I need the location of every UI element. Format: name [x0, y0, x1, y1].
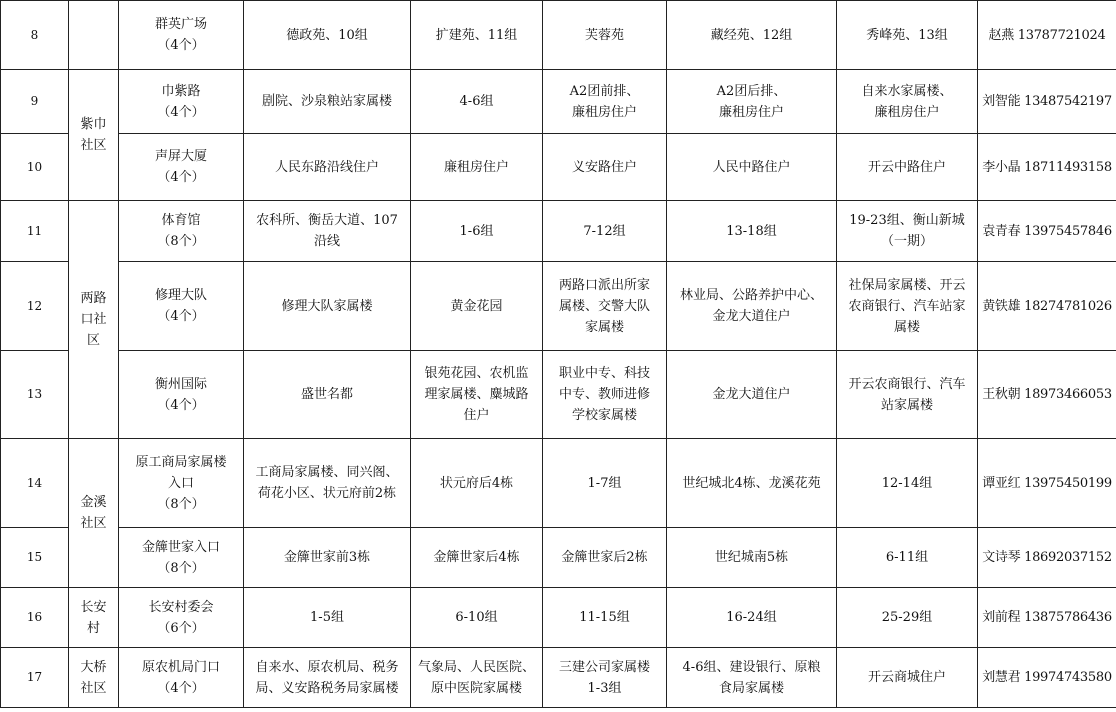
cell-line: 紫巾 [80, 117, 107, 132]
row-number: 10 [1, 134, 69, 201]
cell-line: 荷花小区、状元府前2栋 [257, 486, 397, 501]
cell-line: 开云商城住户 [867, 670, 946, 685]
cell-line: 村 [86, 620, 100, 636]
area-cell-c3 [543, 134, 667, 201]
cell-line: 区 [86, 333, 100, 348]
area-cell-c2 [411, 134, 543, 201]
cell-line: 廉租房住户 [443, 159, 509, 175]
cell-line: 长安 [80, 599, 107, 615]
cell-line: 口社 [80, 312, 107, 327]
area-cell-c3 [543, 201, 667, 262]
table-row [1, 351, 1116, 439]
cell-line: 秀峰苑、13组 [866, 27, 948, 43]
cell-line: 气象局、人民医院、 [417, 659, 535, 675]
community-cell [69, 648, 119, 708]
cell-line: A2团后排、 [716, 83, 787, 99]
cell-line: （6个） [157, 620, 205, 636]
area-cell-c3 [543, 648, 667, 708]
cell-line: 三建公司家属楼 [558, 659, 650, 675]
area-cell-c4 [667, 70, 837, 134]
cell-line: 群英广场 [154, 17, 207, 32]
row-number: 8 [1, 1, 69, 70]
cell-line: 金溪 [80, 495, 107, 510]
site-cell [119, 1, 244, 70]
area-cell-c4 [667, 588, 837, 648]
cell-line: 剧院、沙泉粮站家属楼 [261, 94, 392, 109]
cell-line: 13-18组 [726, 223, 777, 239]
area-cell-c1 [244, 70, 411, 134]
cell-line: 学校家属楼 [571, 408, 637, 423]
area-cell-c2 [411, 439, 543, 528]
area-cell-c1 [244, 351, 411, 439]
area-cell-c1 [244, 648, 411, 708]
cell-line: （4个） [157, 104, 205, 120]
area-cell-c4 [667, 439, 837, 528]
site-cell [119, 70, 244, 134]
table-row [1, 528, 1116, 588]
area-cell-c3 [543, 439, 667, 528]
site-cell [119, 588, 244, 648]
cell-line: 社保局家属楼、开云 [848, 277, 966, 293]
cell-line: （4个） [157, 680, 205, 696]
table-row [1, 1, 1116, 70]
cell-line: 体育馆 [161, 213, 201, 228]
area-cell-c5 [837, 588, 978, 648]
area-cell-c4 [667, 648, 837, 708]
cell-line: （4个） [157, 309, 205, 324]
cell-line: （8个） [157, 234, 205, 249]
cell-line: 大桥 [80, 659, 107, 675]
area-cell-c3 [543, 588, 667, 648]
community-cell [69, 439, 119, 588]
cell-line: 世纪城南5栋 [714, 550, 789, 565]
cell-line: 廉租房住户 [571, 104, 637, 120]
table-row [1, 262, 1116, 351]
area-cell-c1 [244, 528, 411, 588]
contact-cell: 谭亚红 13975450199 [978, 439, 1116, 528]
cell-line: 两路 [80, 291, 107, 306]
cell-line: 状元府后4栋 [439, 475, 514, 491]
cell-line: 19-23组、衡山新城 [849, 213, 965, 228]
table-row [1, 201, 1116, 262]
cell-line: 沿线 [313, 234, 340, 249]
cell-line: 社区 [80, 516, 107, 531]
table-row [1, 648, 1116, 708]
contact-cell: 李小晶 18711493158 [978, 134, 1116, 201]
cell-line: 义安路住户 [571, 159, 637, 175]
cell-line: 11-15组 [579, 610, 630, 625]
cell-line: 属楼 [893, 319, 920, 335]
contact-cell: 黄铁雄 18274781026 [978, 262, 1116, 351]
cell-line: 人民中路住户 [712, 159, 791, 175]
area-cell-c3 [543, 262, 667, 351]
area-cell-c2 [411, 648, 543, 708]
site-cell [119, 439, 244, 528]
area-cell-c2 [411, 588, 543, 648]
area-cell-c1 [244, 588, 411, 648]
cell-line: 局、义安路税务局家属楼 [255, 680, 399, 696]
cell-line: 德政苑、10组 [286, 27, 368, 43]
cell-line: 4-6组 [459, 94, 494, 109]
cell-line: 农商银行、汽车站家 [848, 298, 966, 314]
community-cell [69, 588, 119, 648]
cell-line: 人民东路沿线住户 [274, 159, 379, 175]
cell-line: 自来水、原农机局、税务 [255, 659, 399, 675]
site-cell [119, 201, 244, 262]
cell-line: 25-29组 [881, 610, 933, 625]
cell-line: A2团前排、 [569, 83, 640, 99]
row-number: 15 [1, 528, 69, 588]
area-cell-c4 [667, 134, 837, 201]
cell-line: 金簰世家前3栋 [283, 550, 371, 565]
cell-line: 两路口派出所家 [558, 277, 650, 293]
area-cell-c5 [837, 201, 978, 262]
cell-line: （一期） [880, 234, 933, 249]
cell-line: （8个） [157, 496, 205, 512]
cell-line: 原农机局门口 [141, 659, 220, 675]
cell-line: 金龙大道住户 [712, 309, 791, 324]
cell-line: 巾紫路 [161, 83, 201, 99]
cell-line: 原工商局家属楼 [135, 454, 227, 470]
community-cell [69, 70, 119, 201]
cell-line: （4个） [157, 170, 205, 185]
cell-line: 盛世名都 [300, 387, 353, 402]
community-cell [69, 201, 119, 439]
contact-cell: 刘慧君 19974743580 [978, 648, 1116, 708]
area-cell-c4 [667, 201, 837, 262]
cell-line: 开云中路住户 [867, 159, 946, 175]
area-cell-c3 [543, 1, 667, 70]
site-cell [119, 351, 244, 439]
row-number: 17 [1, 648, 69, 708]
cell-line: 金簰世家后4栋 [433, 550, 520, 565]
cell-line: 社区 [80, 138, 107, 153]
contact-cell: 文诗琴 18692037152 [978, 528, 1116, 588]
area-cell-c4 [667, 262, 837, 351]
area-cell-c1 [244, 1, 411, 70]
area-cell-c3 [543, 351, 667, 439]
table-row [1, 439, 1116, 528]
area-cell-c1 [244, 201, 411, 262]
cell-line: 金龙大道住户 [712, 387, 791, 402]
cell-line: 工商局家属楼、同兴阁、 [255, 465, 399, 480]
cell-line: （8个） [157, 560, 205, 576]
area-cell-c4 [667, 1, 837, 70]
contact-cell: 刘智能 13487542197 [978, 70, 1116, 134]
area-cell-c2 [411, 70, 543, 134]
cell-line: 林业局、公路养护中心、 [679, 288, 823, 303]
area-cell-c2 [411, 351, 543, 439]
area-cell-c5 [837, 262, 978, 351]
row-number: 12 [1, 262, 69, 351]
cell-line: 1-6组 [459, 223, 494, 239]
cell-line: 社区 [80, 680, 107, 696]
cell-line: 扩建苑、11组 [435, 27, 518, 43]
area-cell-c5 [837, 528, 978, 588]
table-row [1, 134, 1116, 201]
site-cell [119, 134, 244, 201]
cell-line: 6-10组 [455, 610, 498, 625]
site-cell [119, 648, 244, 708]
cell-line: 理家属楼、麋城路 [424, 387, 529, 402]
cell-line: 金簰世家入口 [141, 539, 220, 555]
cell-line: 金簰世家后2栋 [561, 550, 648, 565]
cell-line: 银苑花园、农机监 [424, 366, 529, 381]
area-cell-c2 [411, 262, 543, 351]
table-row [1, 588, 1116, 648]
cell-line: 长安村委会 [148, 599, 214, 615]
area-cell-c1 [244, 262, 411, 351]
area-cell-c3 [543, 528, 667, 588]
area-cell-c1 [244, 134, 411, 201]
area-cell-c5 [837, 1, 978, 70]
cell-line: 属楼、交警大队 [558, 298, 650, 314]
cell-line: 黄金花园 [450, 298, 503, 314]
cell-line: 12-14组 [881, 475, 933, 491]
area-cell-c5 [837, 134, 978, 201]
area-cell-c5 [837, 439, 978, 528]
row-number: 14 [1, 439, 69, 528]
cell-line: 1-3组 [587, 680, 622, 696]
row-number: 13 [1, 351, 69, 439]
cell-line: 修理大队家属楼 [281, 298, 373, 314]
table-row [1, 70, 1116, 134]
cell-line: 世纪城北4栋、龙溪花苑 [682, 475, 821, 491]
cell-line: 6-11组 [885, 550, 929, 565]
cell-line: 4-6组、建设银行、原粮 [682, 659, 821, 675]
row-number: 11 [1, 201, 69, 262]
row-number: 16 [1, 588, 69, 648]
area-cell-c5 [837, 351, 978, 439]
cell-line: 食局家属楼 [718, 680, 784, 696]
community-cell [69, 1, 119, 70]
cell-line: 开云农商银行、汽车 [848, 376, 966, 392]
area-cell-c1 [244, 439, 411, 528]
cell-line: 自来水家属楼、 [861, 83, 953, 99]
cell-line: 1-5组 [310, 610, 344, 625]
area-cell-c5 [837, 648, 978, 708]
area-cell-c3 [543, 70, 667, 134]
row-number: 9 [1, 70, 69, 134]
cell-line: 入口 [167, 475, 194, 491]
cell-line: 衡州国际 [154, 376, 207, 392]
contact-cell: 王秋朝 18973466053 [978, 351, 1116, 439]
cell-line: 藏经苑、12组 [710, 27, 793, 43]
cell-line: 中专、教师进修 [558, 387, 650, 402]
cell-line: 职业中专、科技 [558, 366, 650, 381]
cell-line: 住户 [463, 408, 490, 423]
cell-line: （4个） [157, 38, 205, 53]
cell-line: 廉租房住户 [718, 104, 784, 120]
cell-line: 声屏大厦 [154, 149, 207, 164]
site-cell [119, 528, 244, 588]
cell-line: 16-24组 [726, 610, 777, 625]
cell-line: 修理大队 [154, 288, 207, 303]
cell-line: 廉租房住户 [874, 104, 940, 120]
cell-line: 农科所、衡岳大道、107 [256, 213, 398, 228]
cell-line: 站家属楼 [880, 397, 933, 413]
contact-cell: 袁青春 13975457846 [978, 201, 1116, 262]
area-cell-c2 [411, 528, 543, 588]
cell-line: 原中医院家属楼 [430, 680, 522, 696]
area-cell-c4 [667, 528, 837, 588]
contact-cell: 赵燕 13787721024 [978, 1, 1116, 70]
contact-cell: 刘前程 13875786436 [978, 588, 1116, 648]
cell-line: 芙蓉苑 [584, 27, 624, 43]
cell-line: 家属楼 [584, 319, 624, 335]
area-cell-c4 [667, 351, 837, 439]
area-cell-c5 [837, 70, 978, 134]
site-cell [119, 262, 244, 351]
cell-line: 1-7组 [587, 475, 622, 491]
cell-line: （4个） [157, 397, 205, 413]
cell-line: 7-12组 [583, 223, 626, 239]
area-cell-c2 [411, 201, 543, 262]
area-cell-c2 [411, 1, 543, 70]
